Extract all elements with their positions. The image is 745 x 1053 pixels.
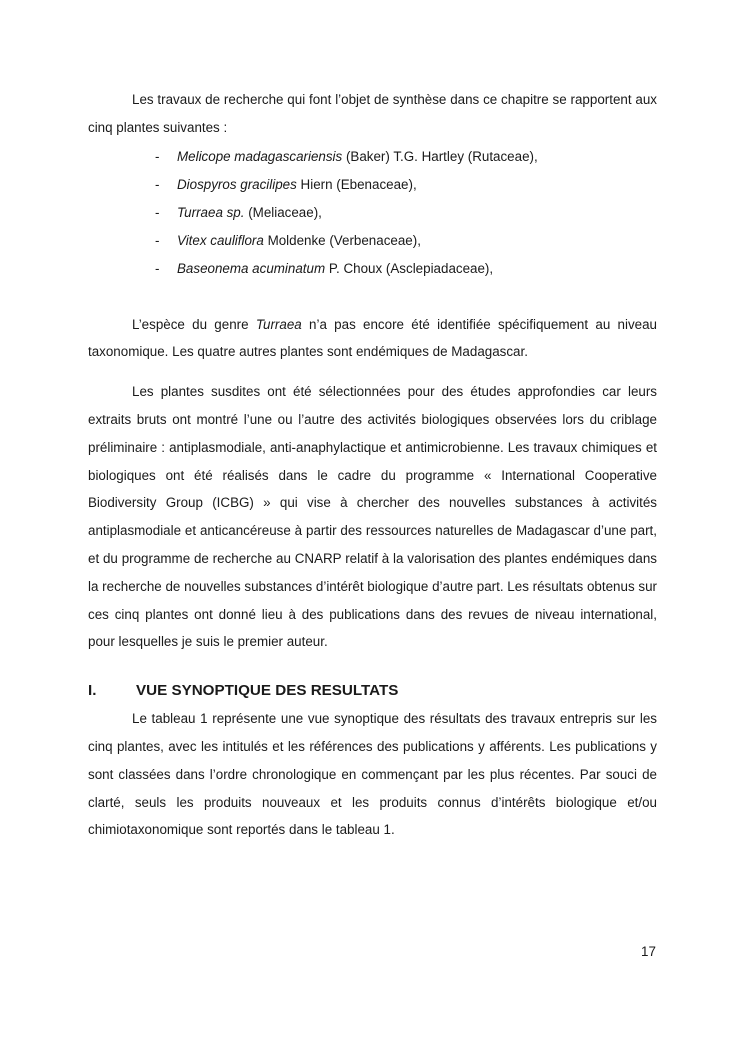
intro-paragraph: Les travaux de recherche qui font l’objet de synthèse dans ce chapitre se rapportent aux cinq plantes suivantes : bbox=[88, 92, 657, 135]
list-bullet: - bbox=[155, 148, 160, 164]
section-heading bbox=[88, 679, 657, 703]
list-bullet: - bbox=[155, 232, 160, 248]
list-item bbox=[155, 143, 657, 171]
turraea-text-after: n’a pas encore été identifiée spécifiquement au niveau taxonomique. Les quatre autres plantes sont endémiques de Madagascar. bbox=[88, 316, 657, 360]
list-item bbox=[155, 199, 657, 227]
turraea-genus: Turraea bbox=[255, 316, 302, 332]
section-title: VUE SYNOPTIQUE DES RESULTATS bbox=[136, 682, 399, 700]
species-list bbox=[88, 143, 657, 283]
species-name: Melicope madagascariensis bbox=[177, 148, 343, 164]
species-name: Turraea sp. bbox=[177, 204, 245, 220]
species-authority: Hiern (Ebenaceae), bbox=[296, 176, 417, 192]
species-name: Baseonema acuminatum bbox=[177, 260, 326, 276]
species-authority: P. Choux (Asclepiadaceae), bbox=[325, 260, 494, 276]
species-name: Diospyros gracilipes bbox=[177, 176, 297, 192]
section-paragraph: Le tableau 1 représente une vue synoptique des résultats des travaux entrepris sur les cinq plantes, avec les intitulés et les références des publications y afférents. Les publications y sont classées dans l’ordre chronologique en commençant par les plus récentes. Par souci de clarté, seuls les produits nouveaux et les produits connus d’intérêts biologique et/ou chimiotaxonomique sont reportés dans le tableau 1. bbox=[88, 711, 657, 838]
page-number: 17 bbox=[641, 944, 656, 959]
turraea-text-before: L’espèce du genre bbox=[132, 316, 256, 332]
section-number: I. bbox=[88, 682, 97, 700]
list-bullet: - bbox=[155, 176, 160, 192]
list-item bbox=[155, 255, 657, 283]
species-authority: (Baker) T.G. Hartley (Rutaceae), bbox=[342, 148, 538, 164]
list-item bbox=[155, 227, 657, 255]
species-authority: Moldenke (Verbenaceae), bbox=[263, 232, 421, 248]
species-authority: (Meliaceae), bbox=[244, 204, 322, 220]
turraea-paragraph bbox=[88, 311, 657, 367]
selection-paragraph: Les plantes susdites ont été sélectionnées pour des études approfondies car leurs extraits bruts ont montré l’une ou l’autre des activités biologiques observées lors du criblage préliminaire : antiplasmodiale, anti-anaphylactique et antimicrobienne. Les travaux chimiques et biologiques ont été réalisés dans le cadre du programme « International Cooperative Biodiversity Group (ICBG) » qui vise à chercher des nouvelles substances à activités antiplasmodiale et anticancéreuse à partir des ressources naturelles de Madagascar d’une part, et du programme de recherche au CNARP relatif à la valorisation des plantes endémiques dans la recherche de nouvelles substances d’intérêt biologique d’autre part. Les résultats obtenus sur ces cinq plantes ont donné lieu à des publications dans des revues de niveau international, pour lesquelles je suis le premier auteur. bbox=[88, 384, 657, 650]
list-item bbox=[155, 171, 657, 199]
list-bullet: - bbox=[155, 204, 160, 220]
document-page bbox=[88, 86, 657, 844]
list-bullet: - bbox=[155, 260, 160, 276]
species-name: Vitex cauliflora bbox=[177, 232, 264, 248]
